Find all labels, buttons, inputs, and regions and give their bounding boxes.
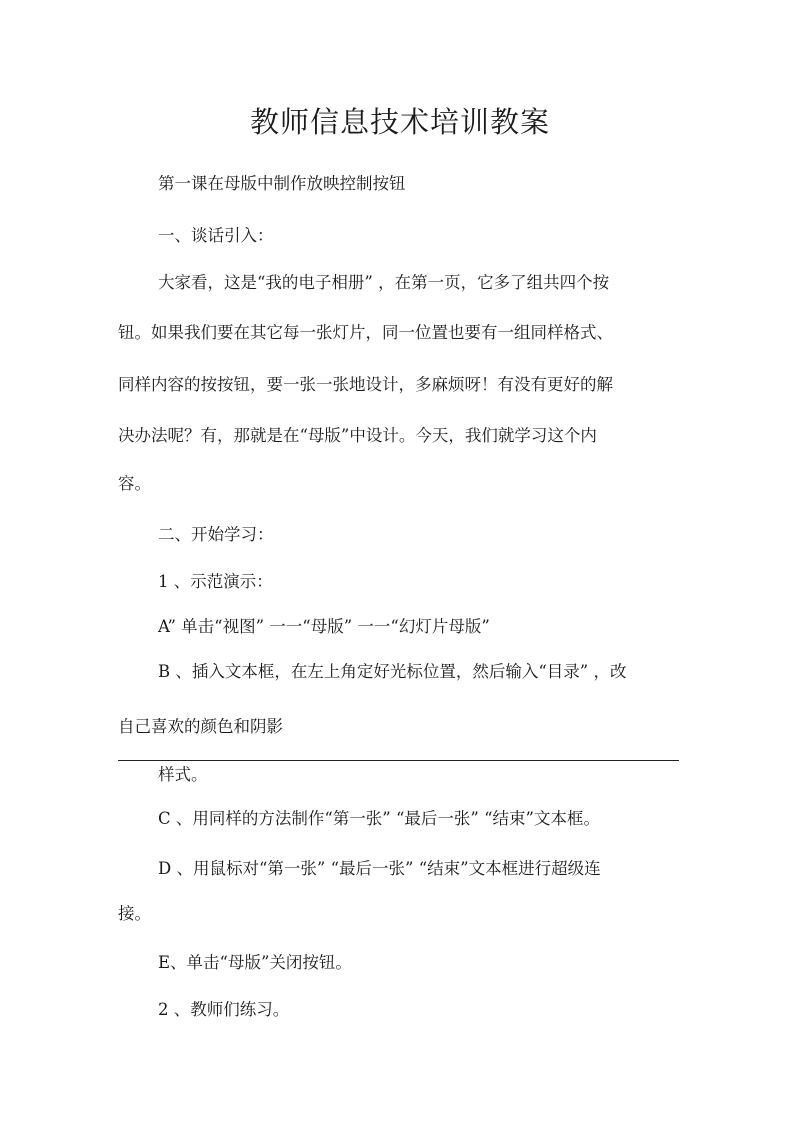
step-a: A” 单击“视图” 一一“母版” 一一“幻灯片母版” <box>158 617 490 636</box>
paragraph-line: 同样内容的按按钮，要一张一张地设计，多麻烦呀！有没有更好的解 <box>118 375 613 394</box>
practice-heading: 2 、教师们练习。 <box>158 1000 290 1019</box>
step-c: C 、用同样的方法制作“第一张” “最后一张” “结束”文本框。 <box>158 809 600 828</box>
step-b-continued: 样式。 <box>158 765 208 784</box>
step-d: D 、用鼠标对“第一张” “最后一张” “结束”文本框进行超级连 <box>158 859 601 878</box>
paragraph-line: 决办法呢？有，那就是在“母版”中设计。今天，我们就学习这个内 <box>118 426 597 445</box>
lesson-heading: 第一课在母版中制作放映控制按钮 <box>158 174 406 193</box>
step-b-continued: 自己喜欢的颜色和阴影 <box>118 717 283 736</box>
step-b: B 、插入文本框，在左上角定好光标位置，然后输入“目录” ，改 <box>158 662 627 681</box>
paragraph-line: 容。 <box>118 474 151 493</box>
section-heading-intro: 一、谈话引入： <box>158 226 274 245</box>
step-e: E、单击“母版”关闭按钮。 <box>158 953 352 972</box>
horizontal-rule <box>118 760 679 761</box>
step-heading: 1 、示范演示： <box>158 572 273 591</box>
section-heading-start: 二、开始学习： <box>158 525 274 544</box>
document-title: 教师信息技术培训教案 <box>249 105 550 139</box>
step-d-continued: 接。 <box>118 904 151 923</box>
paragraph-line: 钮。如果我们要在其它每一张灯片，同一位置也要有一组同样格式、 <box>118 323 613 342</box>
paragraph-line: 大家看，这是“我的电子相册” ，在第一页，它多了组共四个按 <box>158 273 610 292</box>
